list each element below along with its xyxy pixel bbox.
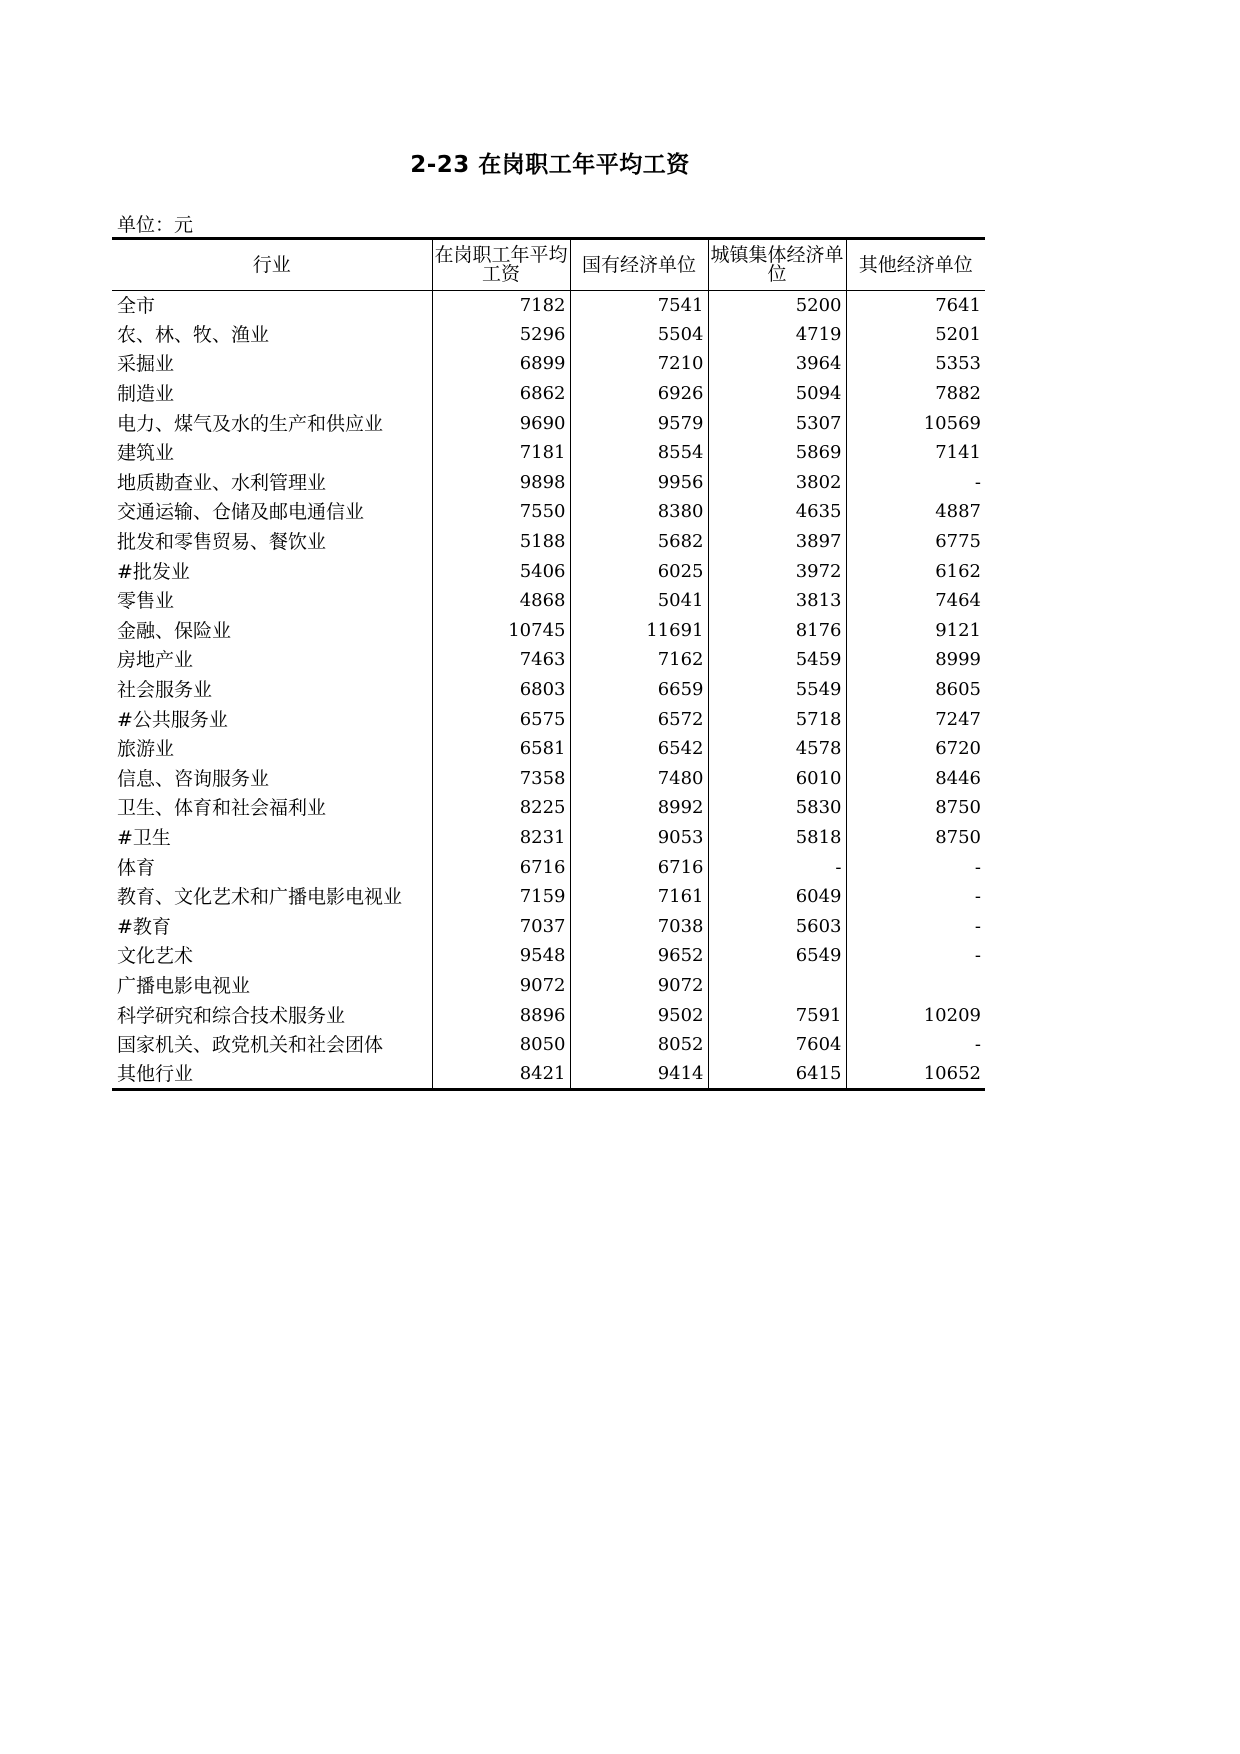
industry-cell: #教育: [117, 915, 171, 938]
other-economic-cell: -: [846, 1030, 985, 1060]
urban-collective-cell: 5830: [708, 794, 846, 824]
state-owned-cell: 7210: [570, 350, 708, 380]
urban-collective-cell: 5307: [708, 409, 846, 439]
average-wage-cell: 4868: [432, 586, 570, 616]
industry-cell: 卫生、体育和社会福利业: [117, 797, 327, 820]
urban-collective-cell: 5459: [708, 646, 846, 676]
wage-table: [112, 237, 985, 1091]
industry-cell: 采掘业: [117, 353, 175, 376]
other-economic-cell: -: [846, 942, 985, 972]
table-row: [112, 527, 985, 557]
table-row: [112, 1060, 985, 1090]
other-economic-cell: 8446: [846, 764, 985, 794]
header-state-owned: 国有经济单位: [570, 239, 708, 291]
other-economic-cell: 10652: [846, 1060, 985, 1090]
industry-cell: #公共服务业: [117, 708, 228, 731]
industry-cell: 信息、咨询服务业: [117, 767, 270, 790]
industry-cell: 国家机关、政党机关和社会团体: [117, 1034, 384, 1057]
industry-cell: 房地产业: [117, 649, 194, 672]
average-wage-cell: 6803: [432, 675, 570, 705]
average-wage-cell: 5188: [432, 527, 570, 557]
average-wage-cell: 6862: [432, 379, 570, 409]
average-wage-cell: 7463: [432, 646, 570, 676]
table-row: [112, 823, 985, 853]
industry-cell: #卫生: [117, 826, 171, 849]
state-owned-cell: 7162: [570, 646, 708, 676]
table-row: [112, 942, 985, 972]
urban-collective-cell: 5718: [708, 705, 846, 735]
other-economic-cell: 10209: [846, 1001, 985, 1031]
other-economic-cell: 6162: [846, 557, 985, 587]
state-owned-cell: 9502: [570, 1001, 708, 1031]
header-average-wage: 在岗职工年平均工资: [432, 239, 570, 291]
table-row: [112, 291, 985, 321]
state-owned-cell: 9072: [570, 971, 708, 1001]
average-wage-cell: 9548: [432, 942, 570, 972]
state-owned-cell: 8992: [570, 794, 708, 824]
table-row: [112, 468, 985, 498]
state-owned-cell: 9579: [570, 409, 708, 439]
state-owned-cell: 5682: [570, 527, 708, 557]
urban-collective-cell: 5869: [708, 438, 846, 468]
table-row: [112, 557, 985, 587]
state-owned-cell: 7480: [570, 764, 708, 794]
table-row: [112, 734, 985, 764]
industry-cell: 交通运输、仓储及邮电通信业: [117, 501, 365, 524]
other-economic-cell: -: [846, 853, 985, 883]
state-owned-cell: 6542: [570, 734, 708, 764]
average-wage-cell: 5406: [432, 557, 570, 587]
table-row: [112, 705, 985, 735]
urban-collective-cell: 4635: [708, 498, 846, 528]
urban-collective-cell: [708, 971, 846, 1001]
table-header: [112, 239, 985, 291]
other-economic-cell: 7464: [846, 586, 985, 616]
average-wage-cell: 7181: [432, 438, 570, 468]
table-row: [112, 498, 985, 528]
average-wage-cell: 10745: [432, 616, 570, 646]
state-owned-cell: 9053: [570, 823, 708, 853]
table-row: [112, 646, 985, 676]
industry-cell: 建筑业: [117, 442, 175, 465]
urban-collective-cell: 3813: [708, 586, 846, 616]
industry-cell: 电力、煤气及水的生产和供应业: [117, 412, 384, 435]
unit-label: 单位：元: [117, 214, 194, 236]
urban-collective-cell: 5549: [708, 675, 846, 705]
state-owned-cell: 5504: [570, 320, 708, 350]
state-owned-cell: 8052: [570, 1030, 708, 1060]
state-owned-cell: 6025: [570, 557, 708, 587]
urban-collective-cell: 6010: [708, 764, 846, 794]
average-wage-cell: 8231: [432, 823, 570, 853]
other-economic-cell: 7641: [846, 291, 985, 321]
state-owned-cell: 6572: [570, 705, 708, 735]
average-wage-cell: 6575: [432, 705, 570, 735]
average-wage-cell: 8225: [432, 794, 570, 824]
industry-cell: 地质勘查业、水利管理业: [117, 471, 327, 494]
table-row: [112, 882, 985, 912]
urban-collective-cell: 3802: [708, 468, 846, 498]
urban-collective-cell: 6049: [708, 882, 846, 912]
other-economic-cell: 9121: [846, 616, 985, 646]
average-wage-cell: 6716: [432, 853, 570, 883]
urban-collective-cell: -: [708, 853, 846, 883]
other-economic-cell: 4887: [846, 498, 985, 528]
average-wage-cell: 9898: [432, 468, 570, 498]
industry-cell: 体育: [117, 856, 156, 879]
table-row: [112, 675, 985, 705]
industry-cell: 社会服务业: [117, 679, 213, 702]
table-row: [112, 764, 985, 794]
table-row: [112, 971, 985, 1001]
state-owned-cell: 9414: [570, 1060, 708, 1090]
state-owned-cell: 9652: [570, 942, 708, 972]
state-owned-cell: 5041: [570, 586, 708, 616]
other-economic-cell: 8605: [846, 675, 985, 705]
table-row: [112, 794, 985, 824]
other-economic-cell: 5353: [846, 350, 985, 380]
average-wage-cell: 8050: [432, 1030, 570, 1060]
header-urban-collective: 城镇集体经济单位: [708, 239, 846, 291]
industry-cell: 科学研究和综合技术服务业: [117, 1004, 346, 1027]
industry-cell: 文化艺术: [117, 945, 194, 968]
state-owned-cell: 6659: [570, 675, 708, 705]
table-row: [112, 1030, 985, 1060]
table-row: [112, 320, 985, 350]
average-wage-cell: 8896: [432, 1001, 570, 1031]
urban-collective-cell: 6549: [708, 942, 846, 972]
industry-cell: 全市: [117, 294, 156, 317]
state-owned-cell: 11691: [570, 616, 708, 646]
urban-collective-cell: 8176: [708, 616, 846, 646]
industry-cell: 批发和零售贸易、餐饮业: [117, 531, 327, 554]
header-industry: 行业: [112, 239, 432, 291]
urban-collective-cell: 5200: [708, 291, 846, 321]
table-row: [112, 350, 985, 380]
state-owned-cell: 7541: [570, 291, 708, 321]
other-economic-cell: -: [846, 468, 985, 498]
other-economic-cell: 5201: [846, 320, 985, 350]
average-wage-cell: 9690: [432, 409, 570, 439]
table-row: [112, 586, 985, 616]
average-wage-cell: 6581: [432, 734, 570, 764]
state-owned-cell: 9956: [570, 468, 708, 498]
urban-collective-cell: 5603: [708, 912, 846, 942]
urban-collective-cell: 3897: [708, 527, 846, 557]
table-row: [112, 853, 985, 883]
state-owned-cell: 8380: [570, 498, 708, 528]
urban-collective-cell: 5818: [708, 823, 846, 853]
industry-cell: 制造业: [117, 383, 175, 406]
average-wage-cell: 8421: [432, 1060, 570, 1090]
other-economic-cell: 8750: [846, 823, 985, 853]
other-economic-cell: 8999: [846, 646, 985, 676]
other-economic-cell: -: [846, 882, 985, 912]
other-economic-cell: -: [846, 912, 985, 942]
other-economic-cell: [846, 971, 985, 1001]
urban-collective-cell: 7591: [708, 1001, 846, 1031]
urban-collective-cell: 3972: [708, 557, 846, 587]
table-row: [112, 379, 985, 409]
urban-collective-cell: 7604: [708, 1030, 846, 1060]
average-wage-cell: 9072: [432, 971, 570, 1001]
urban-collective-cell: 5094: [708, 379, 846, 409]
other-economic-cell: 7882: [846, 379, 985, 409]
average-wage-cell: 7358: [432, 764, 570, 794]
average-wage-cell: 7159: [432, 882, 570, 912]
header-row: [112, 239, 985, 291]
average-wage-cell: 7182: [432, 291, 570, 321]
other-economic-cell: 7141: [846, 438, 985, 468]
industry-cell: 广播电影电视业: [117, 974, 251, 997]
state-owned-cell: 8554: [570, 438, 708, 468]
page-title: 2-23 在岗职工年平均工资: [410, 152, 690, 178]
industry-cell: #批发业: [117, 560, 190, 583]
table-row: [112, 438, 985, 468]
urban-collective-cell: 6415: [708, 1060, 846, 1090]
state-owned-cell: 6716: [570, 853, 708, 883]
header-other-economic: 其他经济单位: [846, 239, 985, 291]
urban-collective-cell: 4578: [708, 734, 846, 764]
industry-cell: 其他行业: [112, 1060, 432, 1090]
urban-collective-cell: 4719: [708, 320, 846, 350]
table-row: [112, 912, 985, 942]
state-owned-cell: 7161: [570, 882, 708, 912]
other-economic-cell: 10569: [846, 409, 985, 439]
table-row: [112, 1001, 985, 1031]
other-economic-cell: 7247: [846, 705, 985, 735]
average-wage-cell: 7037: [432, 912, 570, 942]
average-wage-cell: 5296: [432, 320, 570, 350]
table-body: [112, 291, 985, 1090]
table-row: [112, 409, 985, 439]
state-owned-cell: 6926: [570, 379, 708, 409]
industry-cell: 旅游业: [117, 738, 175, 761]
urban-collective-cell: 3964: [708, 350, 846, 380]
other-economic-cell: 6775: [846, 527, 985, 557]
other-economic-cell: 6720: [846, 734, 985, 764]
table-row: [112, 616, 985, 646]
industry-cell: 农、林、牧、渔业: [117, 323, 270, 346]
industry-cell: 金融、保险业: [117, 619, 232, 642]
other-economic-cell: 8750: [846, 794, 985, 824]
industry-cell: 零售业: [117, 590, 175, 613]
state-owned-cell: 7038: [570, 912, 708, 942]
average-wage-cell: 6899: [432, 350, 570, 380]
industry-cell: 教育、文化艺术和广播电影电视业: [117, 886, 403, 909]
average-wage-cell: 7550: [432, 498, 570, 528]
